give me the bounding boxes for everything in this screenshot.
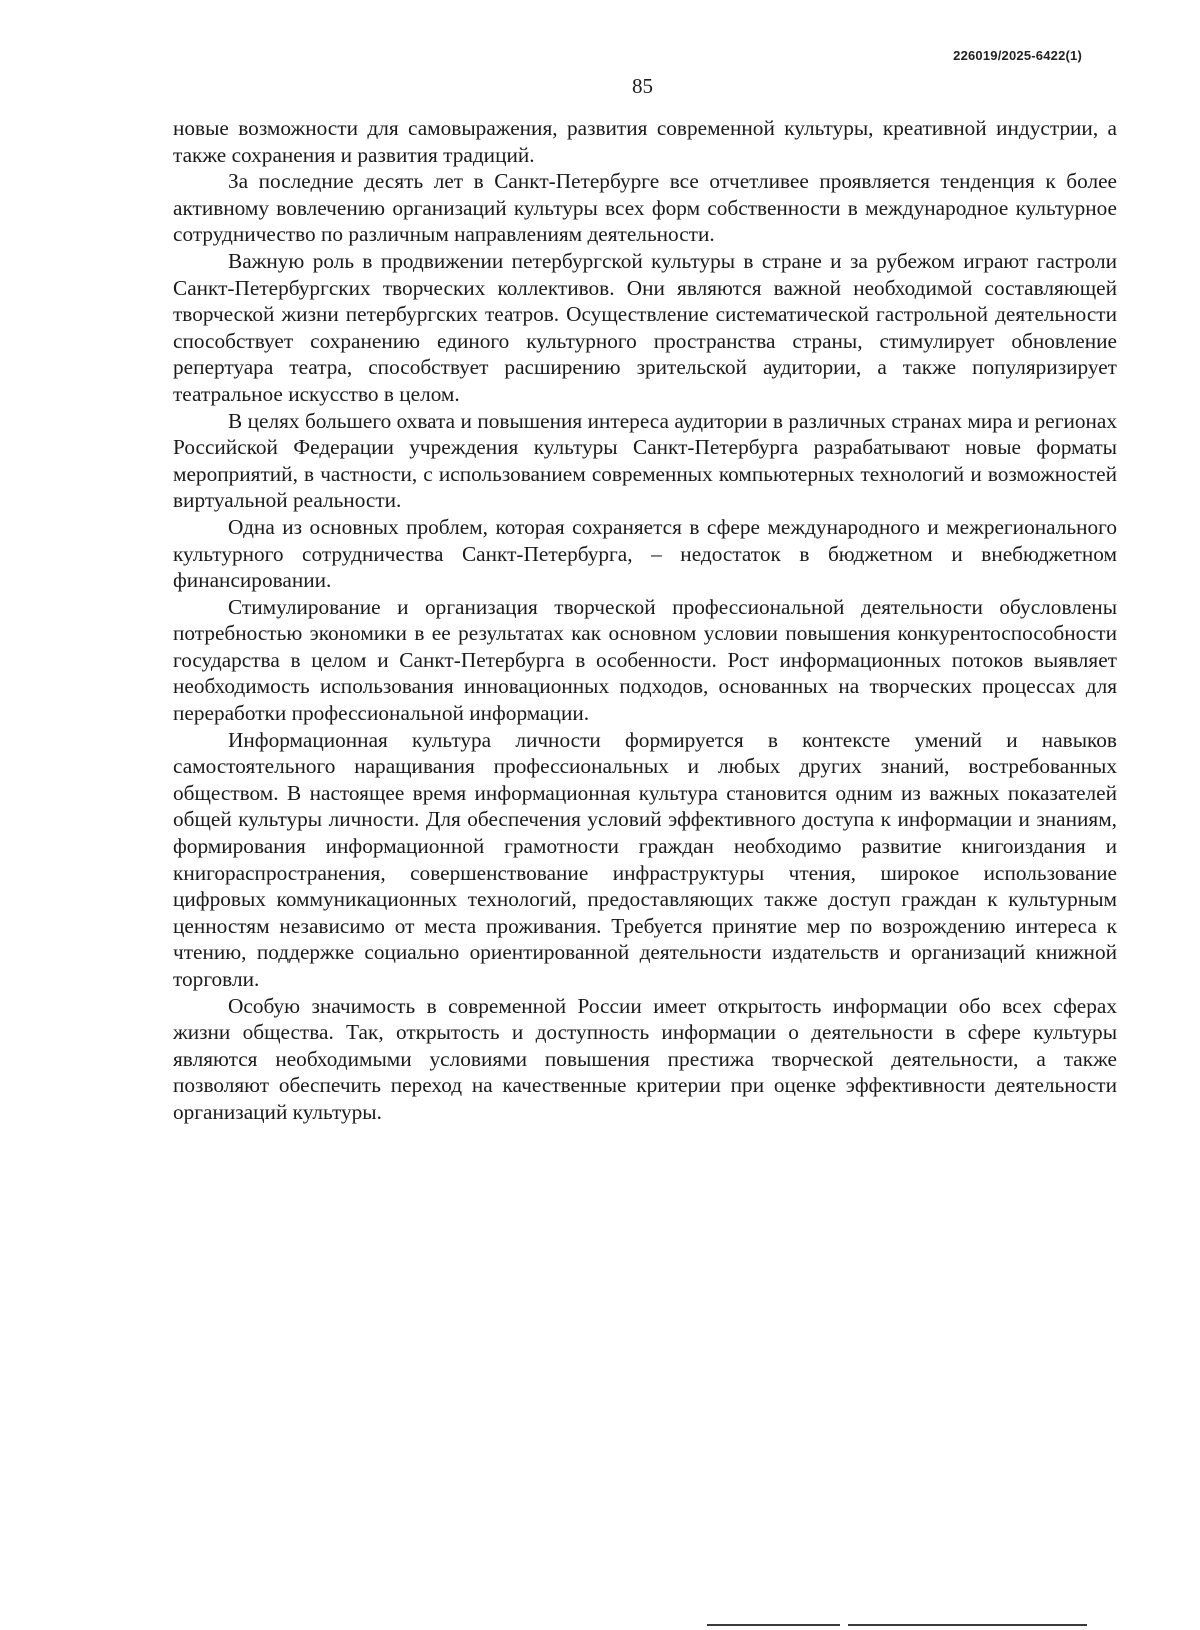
footer-divider-gap [840, 1624, 848, 1626]
paragraph: В целях большего охвата и повышения интереса аудитории в различных странах мира и регионах Российской Федерации учреждения культуры Санкт-Петербурга разрабатывают новые форматы мероприятий, в частности, с использованием современных компьютерных технологий и возможностей виртуальной реальности. [173, 408, 1117, 513]
paragraph: Важную роль в продвижении петербургской культуры в стране и за рубежом играют гастроли Санкт-Петербургских творческих коллективов. Они являются важной необходимой составляющей творческой жизни петербургских театров. Осуществление систематической гастрольной деятельности способствует сохранению единого культурного пространства страны, стимулирует обновление репертуара театра, способствует расширению зрительской аудитории, а также популяризирует театральное искусство в целом. [173, 248, 1117, 406]
paragraph: За последние десять лет в Санкт-Петербурге все отчетливее проявляется тенденция к более активному вовлечению организаций культуры всех форм собственности в международное культурное сотрудничество по различным направлениям деятельности. [173, 169, 1117, 247]
paragraph: Информационная культура личности формируется в контексте умений и навыков самостоятельного наращивания профессиональных и любых других знаний, востребованных обществом. В настоящее время информационная культура становится одним из важных показателей общей культуры личности. Для обеспечения условий эффективного доступа к информации и знаниям, формирования информационной грамотности граждан необходимо развитие книгоиздания и книгораспространения, совершенствование инфраструктуры чтения, широкое использование цифровых коммуникационных технологий, предоставляющих также доступ граждан к культурным ценностям независимо от места проживания. Требуется принятие мер по возрождению интереса к чтению, поддержке социально ориентированной деятельности издательств и организаций книжной торговли. [173, 727, 1117, 991]
paragraph: Одна из основных проблем, которая сохраняется в сфере международного и межрегионального культурного сотрудничества Санкт-Петербурга, – недостаток в бюджетном и внебюджетном финансировании. [173, 514, 1117, 593]
paragraph-continued: новые возможности для самовыражения, развития современной культуры, креативной индустрии, а также сохранения и развития традиций. [173, 116, 1117, 167]
page-number: 85 [632, 74, 653, 98]
footer-divider-line [707, 1624, 1087, 1626]
document-registration-number: 226019/2025-6422(1) [953, 48, 1082, 63]
document-body [173, 115, 1117, 1126]
paragraph: Стимулирование и организация творческой профессиональной деятельности обусловлены потребностью экономики в ее результатах как основном условии повышения конкурентоспособности государства в целом и Санкт-Петербурга в особенности. Рост информационных потоков выявляет необходимость использования инновационных подходов, основанных на творческих процессах для переработки профессиональной информации. [173, 594, 1117, 726]
paragraph: Особую значимость в современной России имеет открытость информации обо всех сферах жизни общества. Так, открытость и доступность информации о деятельности в сфере культуры являются необходимыми условиями повышения престижа творческой деятельности, а также позволяют обеспечить переход на качественные критерии при оценке эффективности деятельности организаций культуры. [173, 993, 1117, 1124]
